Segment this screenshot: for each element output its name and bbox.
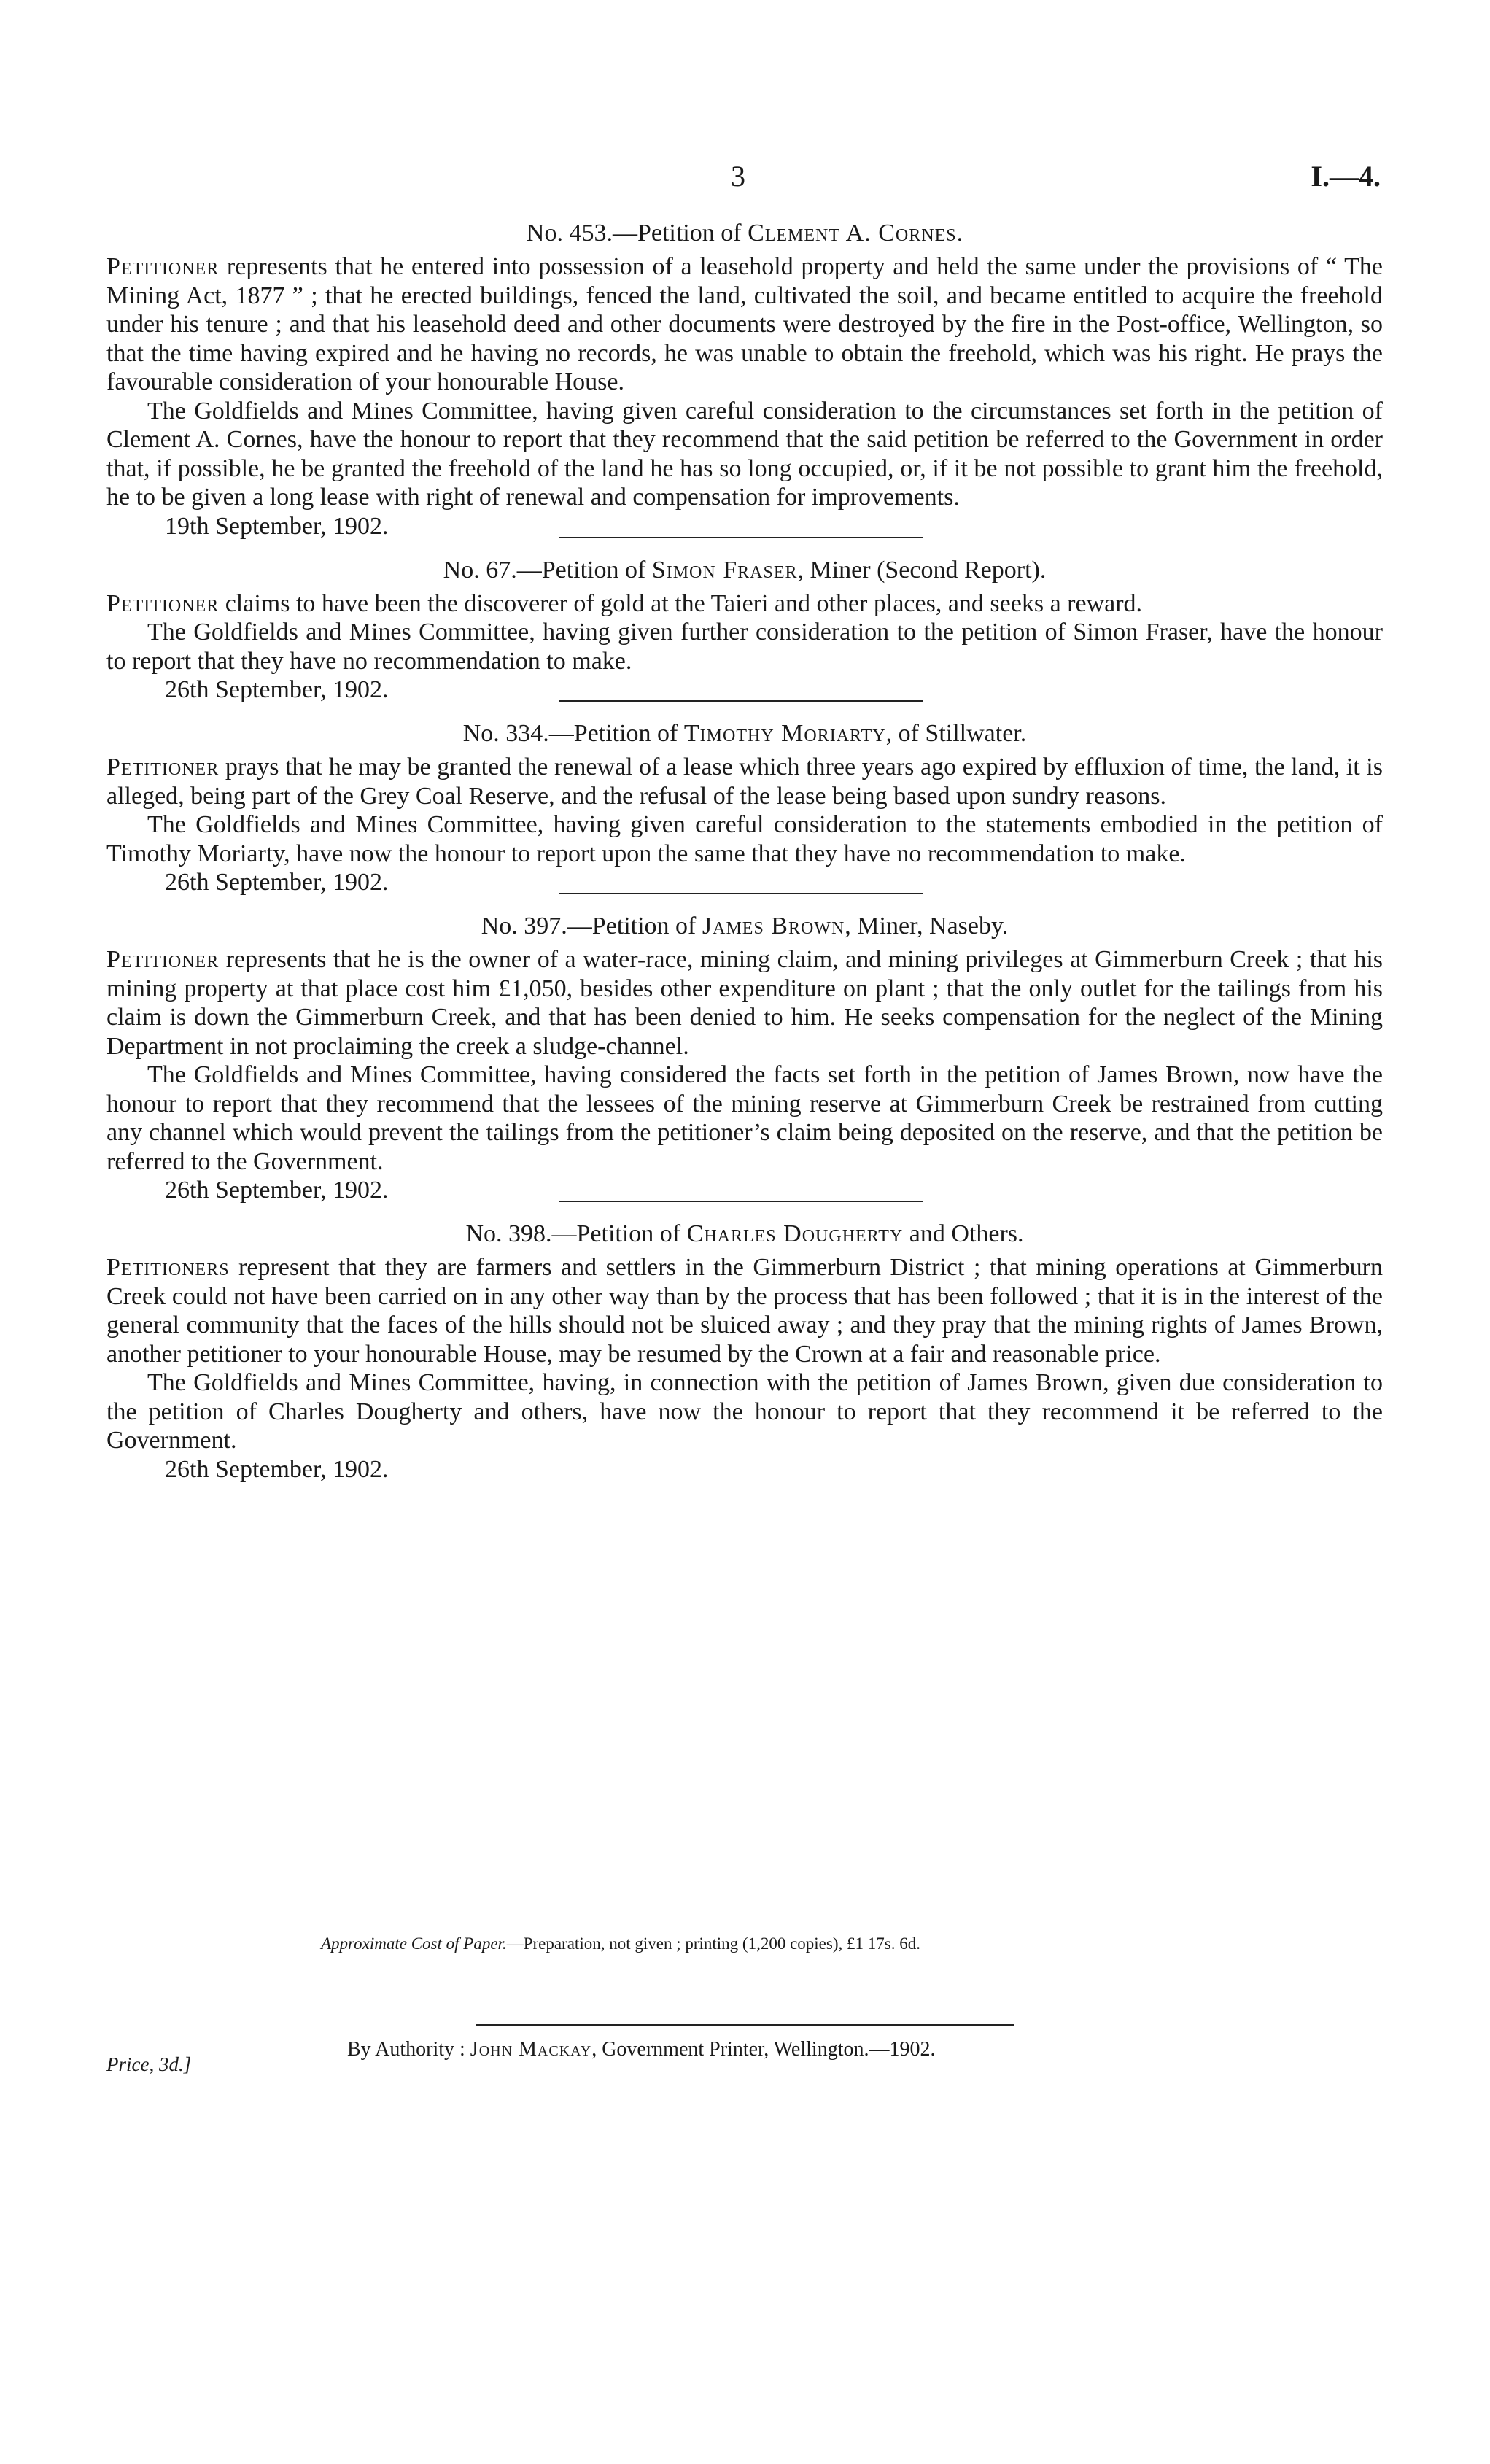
petition-summary: Petitioner prays that he may be granted the renewal of a lease which three years ago expired by effluxion of time, the land, it is alleged, being part of the Grey Coal Reserve, and the refusal of the lease being based upon sundry reasons. [106,753,1383,810]
report-date: 26th September, 1902. [165,1455,389,1483]
date-row [106,675,1383,705]
date-row [106,1176,1383,1205]
petitioner-lead: Petitioner [106,753,220,780]
petitioner-name: Simon Fraser [651,556,798,584]
date-row [106,512,1383,541]
petition-heading: No. 67.—Petition of Simon Fraser, Miner (Second Report). [443,556,1047,584]
cost-note-label: Approximate Cost of Paper. [321,1934,507,1953]
petition-summary: Petitioners represent that they are farmers and settlers in the Gimmerburn District ; that mining operations at Gimmerburn Creek could not have been carried on in any other way than by the process that has been followed ; that it is in the interest of the general community that the faces of the hills should not be sluiced away ; and they pray that the mining rights of James Brown, another petitioner to your honourable House, may be resumed by the Crown at a fair and reasonable price. [106,1254,1383,1368]
petitions-body [106,219,1383,1484]
petitioner-lead: Petitioner [106,253,220,280]
committee-report: The Goldfields and Mines Committee, having given careful consideration to the statements embodied in the petition of Timothy Moriarty, have now the honour to report upon the same that they have no recommendation to make. [106,811,1383,867]
petition-heading: No. 453.—Petition of Clement A. Cornes. [526,220,963,247]
cost-note-text: —Preparation, not given ; printing (1,200 copies), £1 17s. 6d. [506,1934,920,1953]
petition-summary: Petitioner represents that he entered into possession of a leasehold property and held the same under the provisions of “ The Mining Act, 1877 ” ; that he erected buildings, fenced the land, cultivated the soil, and became entitled to acquire the freehold under his tenure ; and that his leasehold deed and other documents were destroyed by the fire in the Post-office, Wellington, so that the time having expired and he having no records, he was unable to obtain the freehold, which was his right. He prays the favourable consideration of your honourable House. [106,253,1383,395]
page-number: 3 [731,160,745,193]
petitioner-lead: Petitioner [106,589,220,617]
petition-section [106,719,1383,897]
report-date: 26th September, 1902. [165,676,389,703]
committee-report: The Goldfields and Mines Committee, having given careful consideration to the circumstances set forth in the petition of Clement A. Cornes, have the honour to report that they recommend that the said petition be referred to the Government in order that, if possible, he be granted the freehold of the land he has so long occupied, or, if it be not possible to grant him the freehold, he to be given a long lease with right of renewal and compensation for improvements. [106,397,1383,511]
report-date: 26th September, 1902. [165,1177,389,1204]
petition-section [106,1220,1383,1484]
petition-section [106,219,1383,541]
petitioner-name: James Brown [702,913,845,940]
petitioner-name: Charles Dougherty [686,1220,904,1247]
date-row [106,868,1383,897]
section-divider [559,893,923,894]
section-divider [559,537,923,538]
committee-report: The Goldfields and Mines Committee, having, in connection with the petition of James Brown, given due consideration to the petition of Charles Dougherty and others, have now the honour to report that they recommend it be referred to the Government. [106,1369,1383,1454]
section-divider [559,700,923,702]
page-header [0,159,1490,203]
committee-report: The Goldfields and Mines Committee, having considered the facts set forth in the petition of James Brown, now have the honour to report that they recommend that the lessees of the mining reserve at Gimmerburn Creek be restrained from cutting any channel which would prevent the tailings from the petitioner’s claim being deposited on the reserve, and that the petition be referred to the Government. [106,1061,1383,1175]
price-note: Price, 3d.] [106,2053,192,2075]
section-divider [559,1201,923,1202]
report-date: 26th September, 1902. [165,869,389,896]
petitioner-lead: Petitioners [106,1254,230,1281]
petition-heading: No. 398.—Petition of Charles Dougherty and Others. [465,1220,1024,1247]
paper-reference: I.—4. [1311,160,1381,193]
petition-section [106,556,1383,705]
petitioner-name: Timothy Moriarty [683,720,886,747]
petition-heading: No. 397.—Petition of James Brown, Miner, Naseby. [481,913,1009,940]
petitioner-name: Clement A. Cornes [748,220,957,247]
petition-heading: No. 334.—Petition of Timothy Moriarty, of Stillwater. [462,720,1027,747]
petitioner-lead: Petitioner [106,946,220,973]
cost-note [321,1934,920,1953]
petition-summary: Petitioner represents that he is the owner of a water-race, mining claim, and mining privileges at Gimmerburn Creek ; that his mining property at that place cost him £1,050, besides other expenditure on plant ; that the only outlet for the tailings from his claim is down the Gimmerburn Creek, and that has been denied to him. He seeks compensation for the neglect of the Mining Department in not proclaiming the creek a sludge-channel. [106,946,1383,1060]
footer-divider [476,2024,1014,2026]
printer-imprint: By Authority : John Mackay, Government Printer, Wellington.—1902. [347,2038,936,2061]
petition-summary: Petitioner claims to have been the discoverer of gold at the Taieri and other places, and seeks a reward. [106,589,1143,617]
committee-report: The Goldfields and Mines Committee, having given further consideration to the petition of Simon Fraser, have the honour to report that they have no recommendation to make. [106,619,1383,675]
printer-name: John Mackay [470,2038,592,2061]
petition-section [106,912,1383,1205]
report-date: 19th September, 1902. [165,512,389,540]
